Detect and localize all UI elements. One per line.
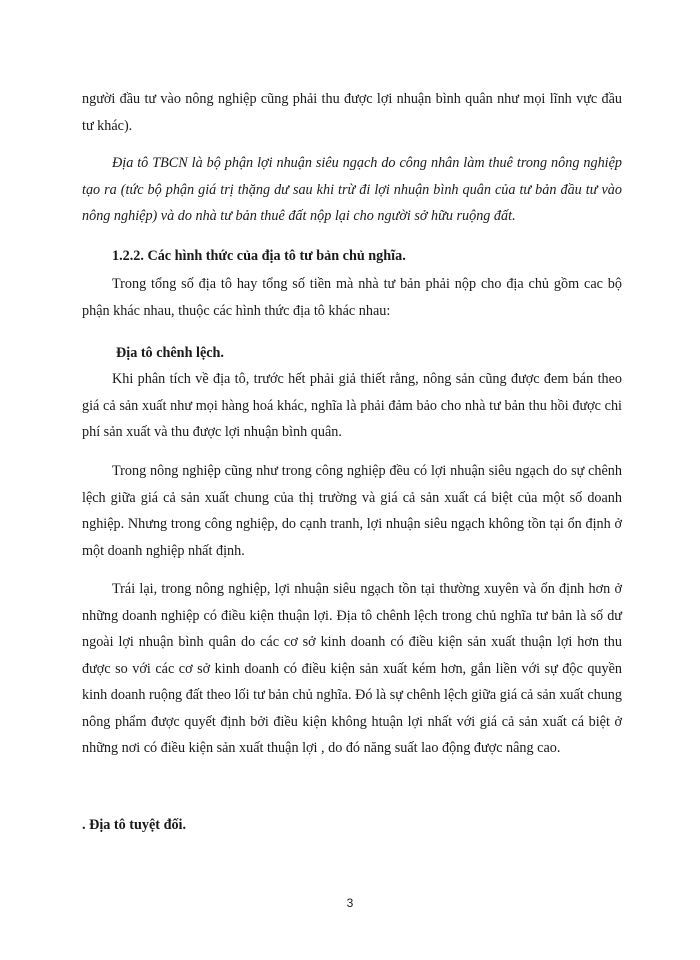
paragraph-definition: Địa tô TBCN là bộ phận lợi nhuận siêu ngạch do công nhân làm thuê trong nông nghiệp tạo ra (tức bộ phận giá trị thặng dư sau khi trừ đi lợi nhuận bình quân của tư bản đầu tư vào nông nghiệp) và do nhà tư bản thuê đất nộp lại cho người sở hữu ruộng đất. [82, 155, 622, 224]
page-number: 3 [346, 896, 354, 910]
paragraph-analysis: Khi phân tích về địa tô, trước hết phải giả thiết rằng, nông sản cũng được đem bán theo giá cả sản xuất như mọi hàng hoá khác, nghĩa là phải đảm bảo cho nhà tư bản thu hồi được chi phí sản xuất và thu được lợi nhuận bình quân. [82, 371, 622, 440]
subheading-differential-rent: Địa tô chênh lệch. [116, 345, 224, 361]
paragraph-continuation: người đầu tư vào nông nghiệp cũng phải thu được lợi nhuận bình quân như mọi lĩnh vực đầu tư khác). [82, 91, 622, 134]
section-heading: 1.2.2. Các hình thức của địa tô tư bản chủ nghĩa. [112, 248, 406, 264]
paragraph-agriculture: Trái lại, trong nông nghiệp, lợi nhuận siêu ngạch tồn tại thường xuyên và ổn định hơn ở những doanh nghiệp có điều kiện thuận lợi. Địa tô chênh lệch trong chủ nghĩa tư bản là số dư ngoài lợi nhuận bình quân do các cơ sở kinh doanh có điều kiện sản xuất thuận lợi hơn thu được so với các cơ sở kinh doanh có điều kiện sản xuất kém hơn, gắn liền với sự độc quyền kinh doanh ruộng đất theo lối tư bản chủ nghĩa. Đó là sự chênh lệch giữa giá cả sản xuất chung nông phẩm được quyết định bởi điều kiện không htuận lợi nhất với giá cả sản xuất cá biệt ở những nơi có điều kiện sản xuất thuận lợi , do đó năng suất lao động được nâng cao. [82, 581, 622, 756]
paragraph-comparison: Trong nông nghiệp cũng như trong công nghiệp đều có lợi nhuận siêu ngạch do sự chênh lệch giữa giá cả sản xuất chung của thị trường và giá cả sản xuất cá biệt của một số doanh nghiệp. Nhưng trong công nghiệp, do cạnh tranh, lợi nhuận siêu ngạch không tồn tại ổn định ở một doanh nghiệp nhất định. [82, 463, 622, 559]
subheading-absolute-rent: . Địa tô tuyệt đối. [82, 817, 187, 833]
paragraph-intro: Trong tổng số địa tô hay tổng số tiền mà nhà tư bản phải nộp cho địa chủ gồm cac bộ phận khác nhau, thuộc các hình thức địa tô khác nhau: [82, 276, 622, 319]
